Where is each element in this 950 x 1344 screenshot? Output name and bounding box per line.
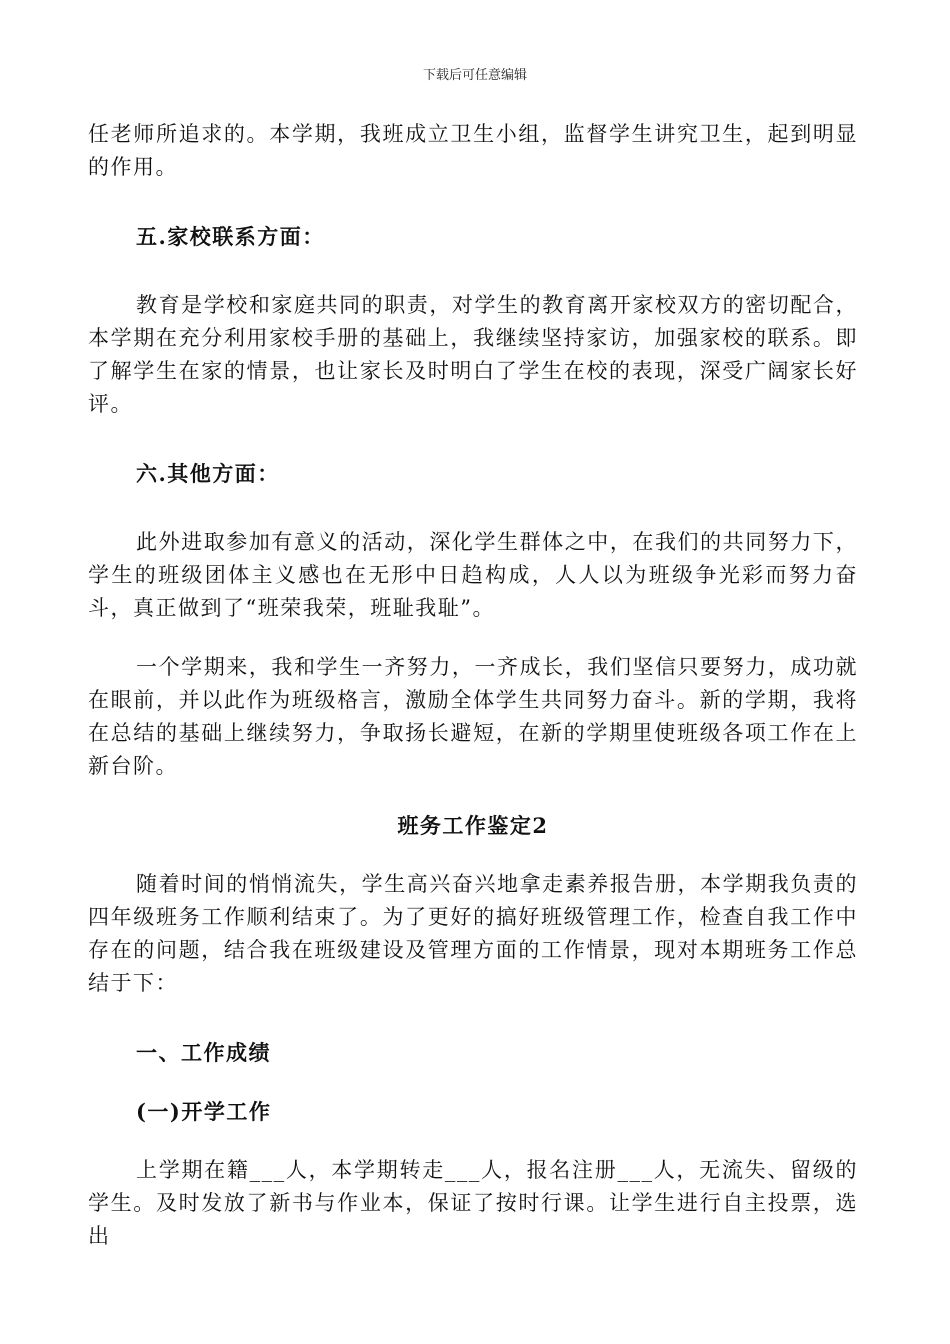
section-heading-home-school: 五.家校联系方面：	[136, 224, 325, 249]
page-header: 下载后可任意编辑	[422, 68, 527, 83]
paragraph-semester-summary: 一个学期来，我和学生一齐努力，一齐成长，我们坚信只要努力，成功就在眼前，并以此作为班级格言，激励全体学生共同努力奋斗。新的学期，我将在总结的基础上继续努力，争取扬长避短，在新的学期里使班级各项工作在上新台阶。	[88, 655, 858, 778]
section-title: 班务工作鉴定2	[397, 813, 549, 838]
paragraph-home-school: 教育是学校和家庭共同的职责，对学生的教育离开家校双方的密切配合，本学期在充分利用家校手册的基础上，我继续坚持家访，加强家校的联系。即了解学生在家的情景，也让家长及时明白了学生在校的表现，深受广阔家长好评。	[88, 293, 858, 416]
section-heading-other: 六.其他方面：	[136, 461, 280, 486]
paragraph-hygiene: 任老师所追求的。本学期，我班成立卫生小组，监督学生讲究卫生，起到明显的作用。	[88, 122, 858, 179]
paragraph-other: 此外进取参加有意义的活动，深化学生群体之中，在我们的共同努力下，学生的班级团体主义感也在无形中日趋构成，人人以为班级争光彩而努力奋斗，真正做到了“班荣我荣，班耻我耻”。	[88, 530, 858, 620]
paragraph-intro: 随着时间的悄悄流失，学生高兴奋兴地拿走素养报告册，本学期我负责的四年级班务工作顺利结束了。为了更好的搞好班级管理工作，检查自我工作中存在的问题，结合我在班级建设及管理方面的工作情景，现对本期班务工作总结于下：	[88, 872, 858, 995]
section-heading-achievements: 一、工作成绩	[136, 1040, 271, 1065]
subsection-heading-opening: (一)开学工作	[136, 1099, 272, 1124]
paragraph-enrollment: 上学期在籍___人，本学期转走___人，报名注册___人，无流失、留级的学生。及时发放了新书与作业本，保证了按时行课。让学生进行自主投票，选出	[88, 1158, 858, 1248]
document-body	[88, 118, 858, 1253]
